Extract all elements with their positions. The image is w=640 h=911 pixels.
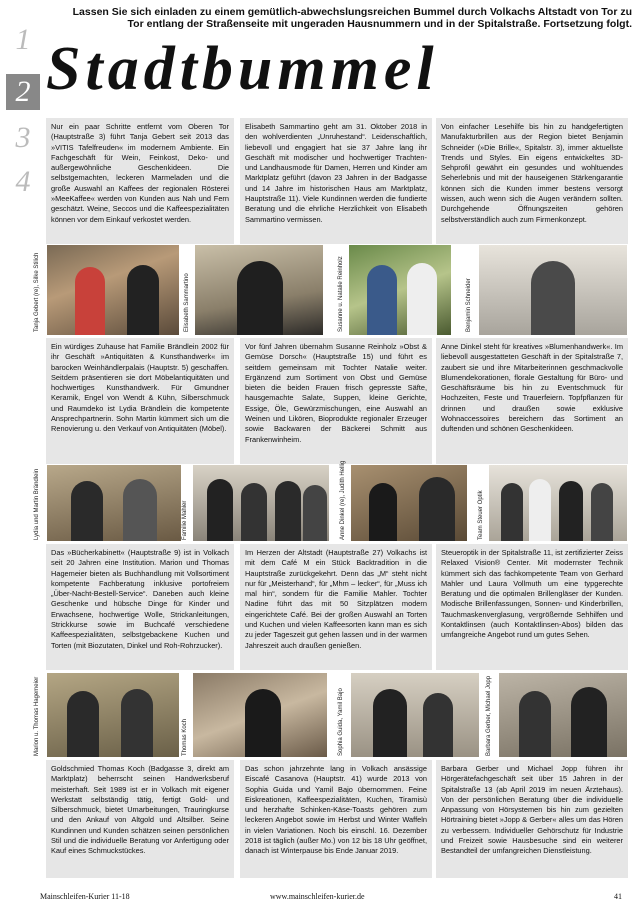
photo-sammartino [194, 244, 324, 336]
person-figure [419, 477, 455, 542]
person-figure [275, 481, 301, 542]
person-figure [531, 261, 575, 336]
intro-text: Lassen Sie sich einladen zu einem gemütlich-abwechslungsreichen Bummel durch Volkachs Altstadt von Tor zu Tor entlang der Straßenseite mit ungeraden Hausnummern und in der Spitalstraße. Fortsetzung folgt. [72, 6, 632, 30]
photo-caption: Barbara Gerber, Michael Jopp [486, 675, 492, 756]
photo-caption: Tanja Gebert (re), Silke Stilich [34, 252, 40, 332]
person-figure [245, 689, 281, 758]
photo-caption: Susanne u. Natalie Reinholz [338, 256, 344, 332]
article-blumen: Anne Dinkel steht für kreatives »Blumenhandwerk«. Im liebevoll ausgestatteten Geschäft in der Spitalstraße 7, zaubert sie und ihre Mitarbeiterinnen geschmackvolle Blumendekorationen, florale Gestaltung für Büro- und Geschäftsräume bis hin zu Eventschmuck für Hochzeiten, Feste und Trauerfeiern. Topfpflanzen für drinnen und draußen sowie exklusive Wohnaccessoires bereichern das Sortiment an duftenden und schönen Geschenkideen. [436, 338, 628, 464]
photo-caption: Thomas Koch [182, 718, 188, 756]
photo-caption: Sophia Guida, Yamil Bajo [338, 688, 344, 756]
person-figure [123, 479, 157, 542]
photo-caption: Familie Mahler [182, 500, 188, 540]
person-figure [303, 485, 327, 542]
photo-caption: Lydia und Martin Brändlein [34, 468, 40, 540]
section-number: 4 [15, 165, 31, 198]
section-number: 1 [15, 23, 31, 56]
article-die-brille: Von einfacher Lesehilfe bis hin zu handgefertigten Manufakturbrillen aus der Region bietet Benjamin Schneider (»Die Brille«, Spitalstr. 3), immer aktuellste Trends und Styles. Ein eigens entwickeltes 3D-Sehprofil gewährt ein gesundes und wohltuendes Seherlebnis und mit der hauseigenen Stärkengarantie können sich die Kunden immer bestens versorgt wissen, auch wenn sich die Augen verändern sollten. Durchgehende Öffnungszeiten gehören selbstverständlich auch zum Firmenkonzept. [436, 118, 628, 244]
photo-caption: Team Steuer Optik [478, 490, 484, 540]
article-vitis: Nur ein paar Schritte entfernt vom Oberen Tor (Hauptstraße 3) führt Tanja Gebert seit 2013 das »VITIS Tafelfreuden« im modernem Ambiente. Ein Fachgeschäft für Wein, Feinkost, Deko- und außergewöhnliche Geschenkideen. Die selbstgemachten, leckeren Marmeladen und die große Auswahl an Kaffees der regionalen Rösterei »MeeKaffee« werden von Kunden aus Nah und Fern geschätzt. Weine, Seccos und die Kaffeespezialitäten können vor dem Einkauf verkostet werden. [46, 118, 234, 244]
person-figure [367, 265, 397, 336]
article-sammartino: Elisabeth Sammartino geht am 31. Oktober 2018 in den wohlverdienten „Unruhestand“. Leidenschaftlich, liebevoll und engagiert hat sie 37 Jahre lang ihr Geschäft mit modischer und hochwertiger Trachten- und Landhausmode für Damen, Herren und Kinder am Marktplatz geführt (davon 23 Jahren in der Badgasse und 14 Jahre im historischen Haus am Marktplatz, Hauptstraße 11). Viele Kundinnen werden die fundierte Beratung und die ehrliche Herzlichkeit von Elisabeth Sammartino vermissen. [240, 118, 432, 244]
person-figure [75, 267, 105, 336]
photo-dinkel [350, 464, 468, 542]
page-title: Stadtbummel [46, 35, 439, 103]
article-casanova: Das schon jahrzehnte lang in Volkach ansässige Eiscafé Casanova (Hauptstr. 41) wurde 2013 von Sophia Guida und Yamil Bajo übernommen. Feine Eiskreationen, Kaffeespezialitäten, Kuchen, Tiramisù und herzhafte Schinken-Käse-Toasts gehören zum leckeren Angebot sowie im Herbst und Winter Waffeln in vielen Variationen. Noch bis einschl. 16. Dezember 2018 ist täglich (außer Mo.) von 12 bis 18 Uhr geöffnet, danach ist Winterpause bis Ende Januar 2019. [240, 760, 432, 878]
photo-koch [192, 672, 328, 758]
article-buecherkabinett: Das »Bücherkabinett« (Hauptstraße 9) ist in Volkach seit 20 Jahren eine Institution. Marion und Thomas Hagemeier bieten als Buchhandlung mit Vollsortiment kompetente Fachberatung inklusive portofreiem „Über-Nacht-Bestell-Service“. Daneben auch kleine Geschenke und hübsche Dinge für Kinder und Erwachsene, hochwertige Wolle, Strickanleitungen, Strickkurse sowie im Buchcafé verschiedene Kaffeespezialitäten, selbstgebackene Kuchen und Torten (mit Biozutaten, Dinkel und Roh-Rohrzucker). [46, 544, 234, 670]
photo-braendlein [46, 464, 182, 542]
photo-caption: Marion u. Thomas Hagemeier [34, 676, 40, 756]
footer-page-number: 41 [614, 892, 622, 901]
article-braendlein: Ein würdiges Zuhause hat Familie Brändlein 2002 für ihr Geschäft »Antiquitäten & Kunsthandwerk« im barocken Weinhändlerpalais (Hauptstr. 5) geschaffen. Seitdem präsentieren sie dort Möbelantiquitäten und hochwertiges Kunsthandwerk. Für Gmundner Keramik, Engel von Wendt & Kühn, Silberschmuck und Raumdeko ist Lydia Brändlein die kompetente Ansprechpartnerin. Sohn Martin kümmert sich um die Renovierung u. den Verkauf von Antiquitäten (Möbel). [46, 338, 234, 464]
photo-casanova [350, 672, 480, 758]
article-jopp-gerber: Barbara Gerber und Michael Jopp führen ihr Hörgerätefachgeschäft seit über 15 Jahren in der Spitalstraße 13 (ab April 2019 im neuen Ärztehaus). Von der persönlichen Beratung über die individuelle Anpassung von Hörsystemen bis hin zum gezielten Hörtraining bietet »Jopp & Gerber« alles um das Hören zu verbessern. Individueller Gehörschutz für Industrie und Freizeit sowie Hausbesuche sind ein weiterer Bestandteil der umfangreichen Dienstleistung. [436, 760, 628, 878]
photo-caption: Benjamin Schneider [466, 278, 472, 332]
photo-schneider [478, 244, 628, 336]
photo-jopp-gerber [498, 672, 628, 758]
article-obst-gemuese: Vor fünf Jahren übernahm Susanne Reinholz »Obst & Gemüse Dorsch« (Hauptstraße 15) und führt es seitdem gemeinsam mit Tochter Natalie weiter. Ergänzend zum Sortiment von Obst und Gemüse bieten die beiden Frauen frisch gepresste Säfte, hausgemachte Salate, Suppen, kleine Gerichte, Essige, Öle, Gewürzmischungen, eine Auswahl an Weinen und Likören, Bioprodukte regionaler Erzeuger sowie Backwaren der Bäckerei Schmitt aus Frankenwinheim. [240, 338, 432, 464]
footer-publication: Mainschleifen-Kurier 11-18 [40, 892, 130, 901]
footer-website: www.mainschleifen-kurier.de [270, 892, 365, 901]
person-figure [71, 481, 103, 542]
photo-hagemeier [46, 672, 180, 758]
person-figure [407, 263, 437, 336]
person-figure [67, 691, 99, 758]
section-number-active: 2 [6, 74, 40, 110]
photo-reinholz [348, 244, 452, 336]
photo-caption: Anne Dinkel (re), Judith Hellig [340, 460, 346, 540]
person-figure [529, 479, 551, 542]
person-figure [373, 689, 407, 758]
person-figure [591, 483, 613, 542]
person-figure [237, 261, 283, 336]
person-figure [207, 479, 233, 542]
photo-steuer-optik [488, 464, 628, 542]
photo-caption: Elisabeth Sammartino [184, 273, 190, 332]
person-figure [127, 265, 159, 336]
person-figure [423, 693, 453, 758]
section-number: 3 [15, 121, 31, 154]
person-figure [571, 687, 607, 758]
person-figure [519, 691, 551, 758]
person-figure [241, 483, 267, 542]
person-figure [501, 483, 523, 542]
person-figure [121, 689, 153, 758]
person-figure [369, 483, 397, 542]
photo-vitis [46, 244, 180, 336]
person-figure [559, 481, 583, 542]
article-cafe-m: Im Herzen der Altstadt (Hauptstraße 27) Volkachs ist mit dem Café M ein Stück Backtradition in die Hauptstraße zurückgekehrt. Denn das „M“ steht nicht nur für „Meisterhand“, für „Mhm – lecker“, für „Muss ich mal hin“, sondern für die Familie Mahler. Tochter Nadine führt das mit 50 Sitzplätzen modern eingerichtete Café. Bei der großen Auswahl an Torten und Kuchen und vielen Kaffeesorten kann man es sich zu jeder Tageszeit gut gehen lassen und in der warmen Jahreszeit auch draußen genießen. [240, 544, 432, 670]
article-koch: Goldschmied Thomas Koch (Badgasse 3, direkt am Marktplatz) beherrscht seinen Handwerksberuf meisterhaft. Seit 1989 ist er in Volkach mit eigener Werkstatt selbständig tätig, fertigt Gold- und Silberschmuck, bietet Umarbeitungen, Trauringkurse und den Ankauf von Altgold und Altsilber. Seine Kundinnen und Kunden schätzen seinen persönlichen Stil und die individuelle Beratung vor Anfertigung oder Kauf eines Schmuckstückes. [46, 760, 234, 878]
article-steueroptik: Steueroptik in der Spitalstraße 11, ist zertifizierter Zeiss Relaxed Vision® Center. Mit modernster Technik kümmert sich das fachkompetente Team von Gerhard Mahler und Laura Vollmuth um eine typgerechte Beratung und die optimalen Brillengläser der Kunden. Modische Brillenfassungen, Sonnen- und Kinderbrillen, Tauchmaskenverglasung, vergrößernde Sehhilfen und Kontaktlinsen (auch Kontaktlinsen-Abos) bilden das umfangreiche Angebot rund um gutes Sehen. [436, 544, 628, 670]
photo-mahler [192, 464, 330, 542]
